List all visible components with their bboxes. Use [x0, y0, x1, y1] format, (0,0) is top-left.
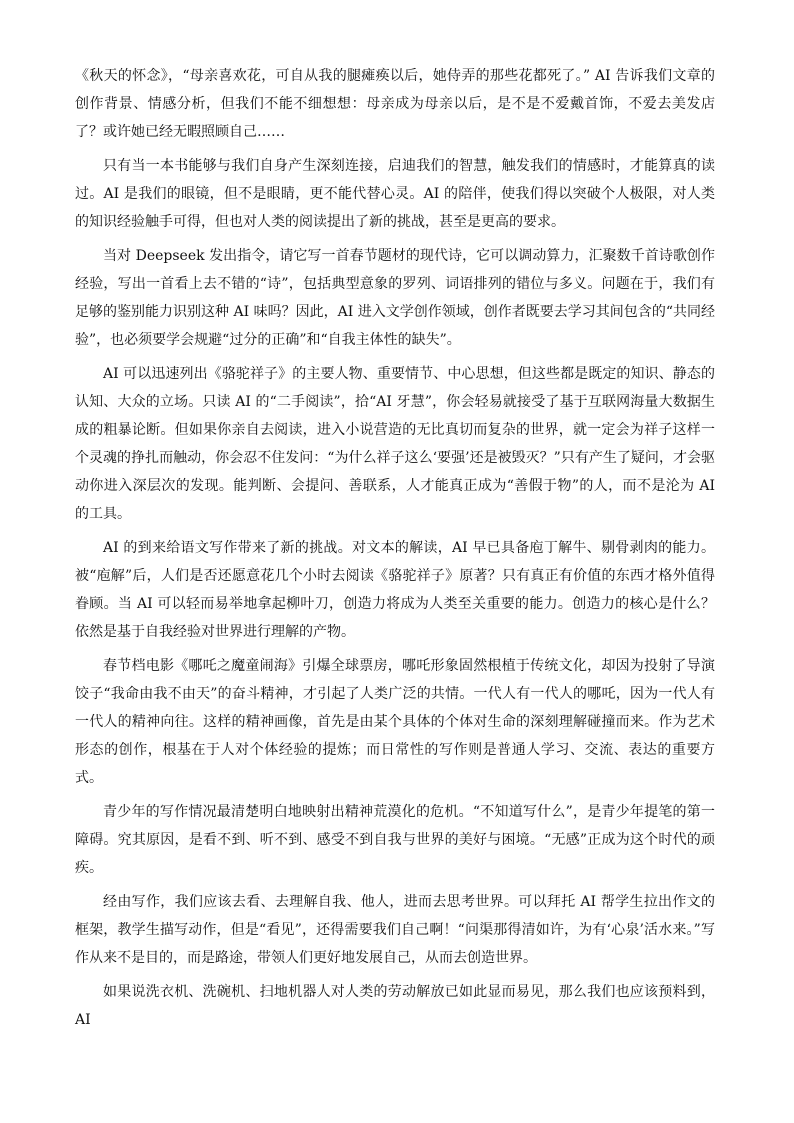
- paragraph-6: 春节档电影《哪吒之魔童闹海》引爆全球票房，哪吒形象固然根植于传统文化，却因为投射了导演饺子“我命由我不由天”的奋斗精神，才引起了人类广泛的共情。一代人有一代人的哪吒，因为一代人有一代人的精神向往。这样的精神画像，首先是由某个具体的个体对生命的深刻理解碰撞而来。作为艺术形态的创作，根基在于人对个体经验的提炼；而日常性的写作则是普通人学习、交流、表达的重要方式。: [75, 658, 715, 786]
- document-page: [75, 62, 715, 1040]
- paragraph-5: AI 的到来给语文写作带来了新的挑战。对文本的解读，AI 早已具备庖丁解牛、剔骨剥肉的能力。被“庖解”后，人们是否还愿意花几个小时去阅读《骆驼祥子》原著？只有真正有价值的东西才格外值得眷顾。当 AI 可以轻而易举地拿起柳叶刀，创造力将成为人类至关重要的能力。创造力的核心是什么？依然是基于自我经验对世界进行理解的产物。: [75, 540, 715, 640]
- paragraph-7: 青少年的写作情况最清楚明白地映射出精神荒漠化的危机。“不知道写什么”，是青少年提笔的第一障碍。究其原因，是看不到、听不到、感受不到自我与世界的美好与困境。“无感”正成为这个时代的顽疾。: [75, 804, 715, 876]
- paragraph-3: 当对 Deepseek 发出指令，请它写一首春节题材的现代诗，它可以调动算力，汇聚数千首诗歌创作经验，写出一首看上去不错的“诗”，包括典型意象的罗列、词语排列的错位与多义。问题在于，我们有足够的鉴别能力识别这种 AI 味吗？因此，AI 进入文学创作领域，创作者既要去学习其间包含的“共同经验”，也必须要学会规避“过分的正确”和“自我主体性的缺失”。: [75, 248, 715, 348]
- paragraph-2: 只有当一本书能够与我们自身产生深刻连接，启迪我们的智慧，触发我们的情感时，才能算真的读过。AI 是我们的眼镜，但不是眼睛，更不能代替心灵。AI 的陪伴，使我们得以突破个人极限，对人类的知识经验触手可得，但也对人类的阅读提出了新的挑战，甚至是更高的要求。: [75, 158, 715, 230]
- paragraph-8: 经由写作，我们应该去看、去理解自我、他人，进而去思考世界。可以拜托 AI 帮学生拉出作文的框架，教学生描写动作，但是“看见”，还得需要我们自己啊！“问渠那得清如许，为有‘心泉’活水来。”写作从来不是目的，而是路途，带领人们更好地发展自己，从而去创造世界。: [75, 894, 715, 966]
- paragraph-1: 《秋天的怀念》，“母亲喜欢花，可自从我的腿瘫痪以后，她侍弄的那些花都死了。” AI 告诉我们文章的创作背景、情感分析，但我们不能不细想想：母亲成为母亲以后，是不是不爱戴首饰，不爱去美发店了？或许她已经无暇照顾自己……: [75, 68, 715, 140]
- paragraph-4: AI 可以迅速列出《骆驼祥子》的主要人物、重要情节、中心思想，但这些都是既定的知识、静态的认知、大众的立场。只读 AI 的“二手阅读”，拾“AI 牙慧”，你会轻易就接受了基于互联网海量大数据生成的粗暴论断。但如果你亲自去阅读，进入小说营造的无比真切而复杂的世界，就一定会为祥子这样一个灵魂的挣扎而触动，你会忍不住发问：“为什么祥子这么‘要强’还是被毁灭？”只有产生了疑问，才会驱动你进入深层次的发现。能判断、会提问、善联系，人才能真正成为“善假于物”的人，而不是沦为 AI 的工具。: [75, 366, 715, 522]
- paragraph-9: 如果说洗衣机、洗碗机、扫地机器人对人类的劳动解放已如此显而易见，那么我们也应该预料到，AI: [75, 984, 715, 1028]
